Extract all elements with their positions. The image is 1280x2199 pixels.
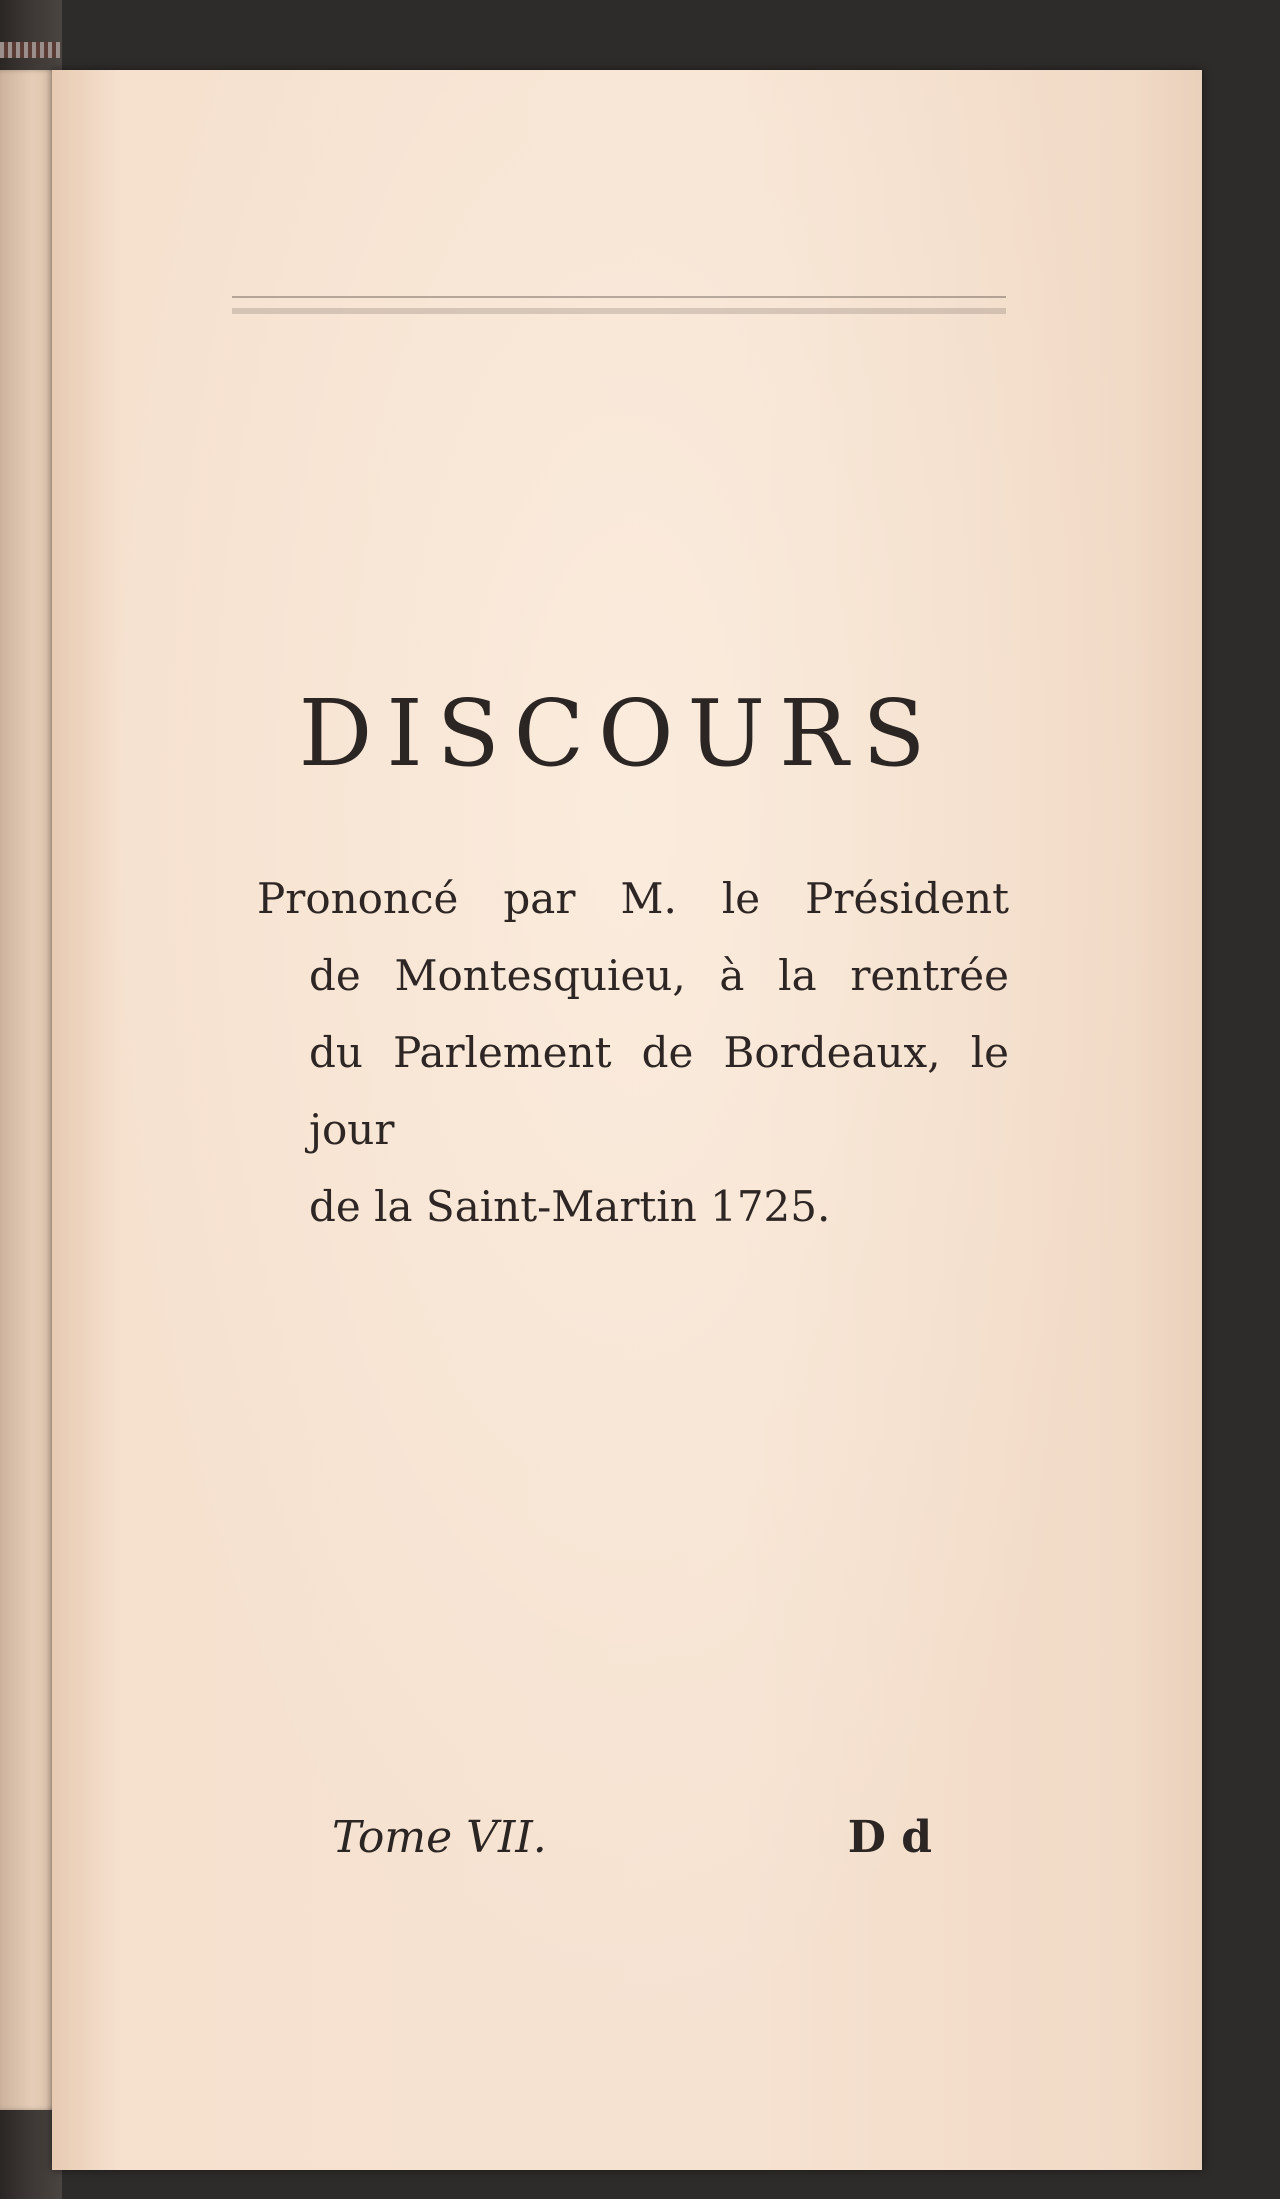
subtitle-line: de Montesquieu, à la rentrée: [309, 951, 1009, 1000]
previous-page-edge: [0, 70, 58, 2110]
book-page: [52, 70, 1202, 2170]
subtitle-line: Prononcé par M. le Président: [257, 874, 1009, 923]
volume-label: Tome VII.: [332, 1812, 547, 1863]
show-through-rule: [232, 296, 1006, 314]
signature-mark: D d: [847, 1812, 932, 1863]
page-footer: [332, 1812, 932, 1872]
cover-label: [0, 42, 60, 58]
page-title: DISCOURS: [298, 680, 940, 787]
subtitle-line: de la Saint-Martin 1725.: [309, 1182, 831, 1231]
subtitle-block: [257, 860, 1009, 1245]
subtitle-line: du Parlement de Bordeaux, le jour: [309, 1028, 1009, 1154]
